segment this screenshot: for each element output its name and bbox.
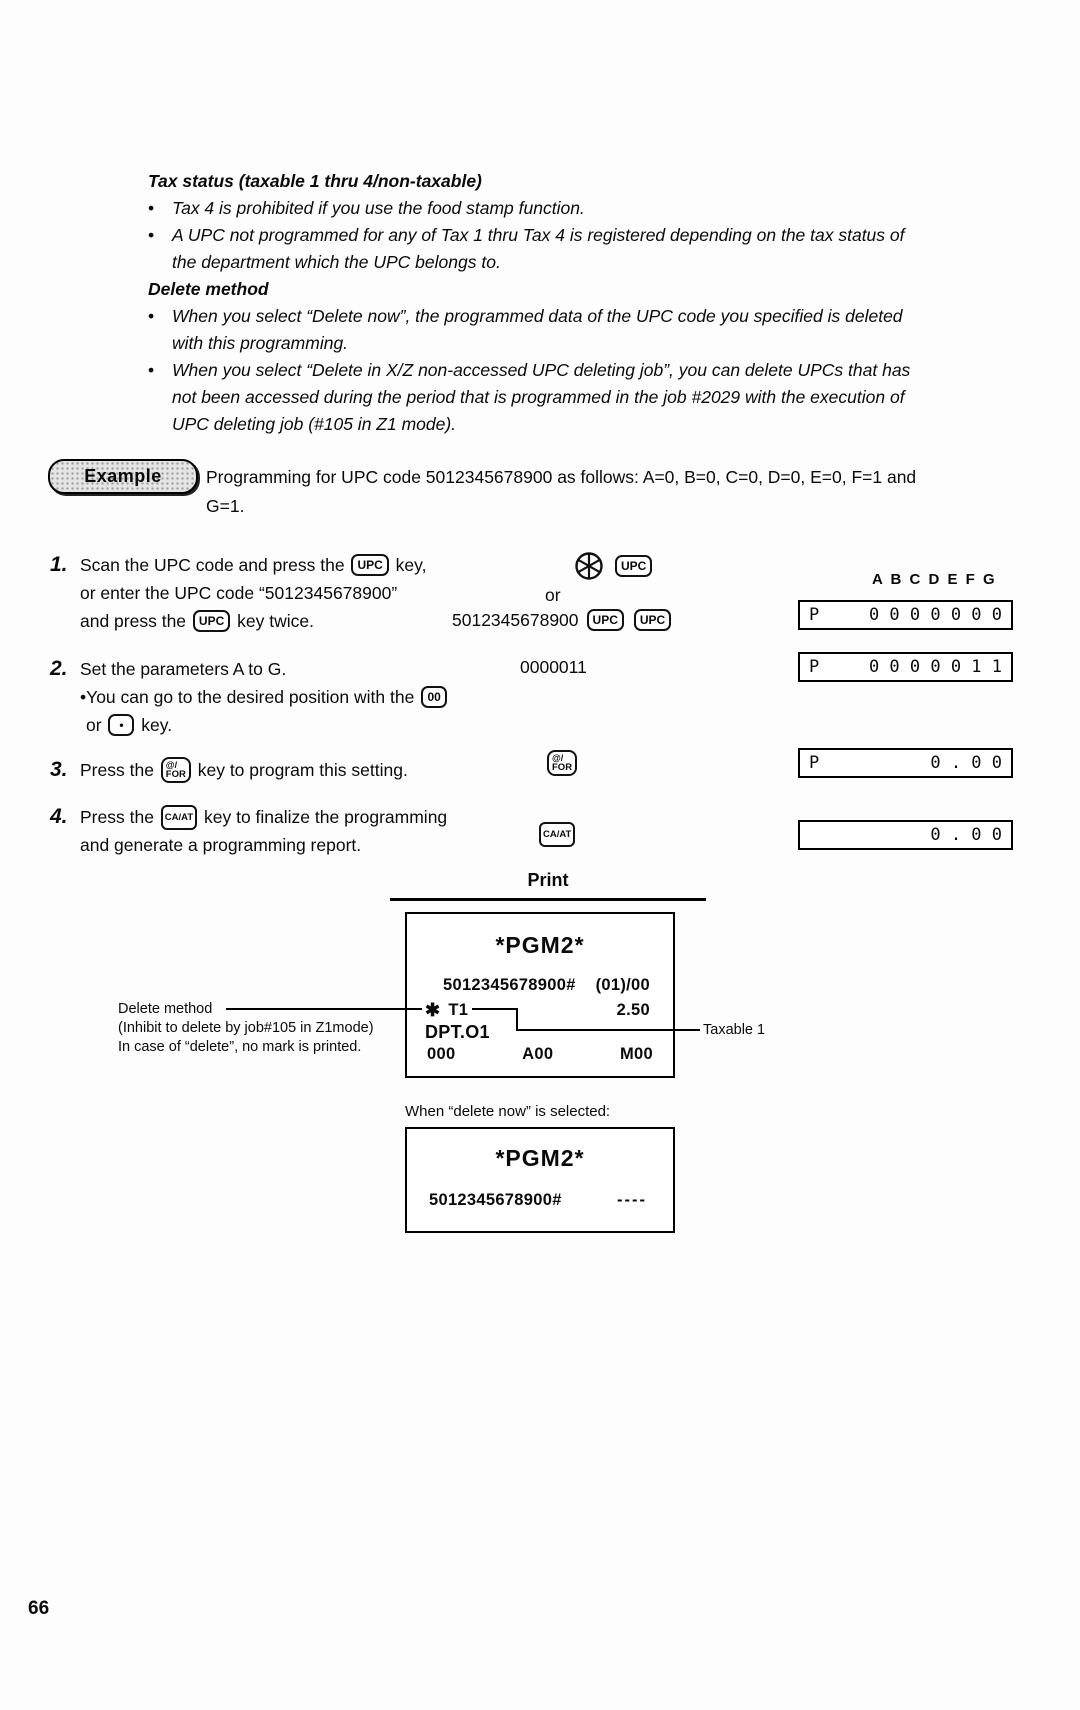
upc-key: UPC [615, 555, 652, 577]
page-number: 66 [28, 1598, 50, 1619]
decimal-point-key: • [108, 714, 134, 736]
receipt-code-line [407, 976, 673, 995]
at-for-key: @/ FOR [547, 750, 577, 776]
display-mode: P [809, 657, 820, 677]
step-1-or: or [545, 585, 561, 605]
taxable-1-label: Taxable 1 [703, 1022, 766, 1038]
note-line: UPC deleting job (#105 in Z1 mode). [172, 414, 457, 434]
step-3-number: 3. [50, 758, 68, 781]
upc-key: UPC [193, 610, 230, 632]
step-1-entry [452, 609, 673, 631]
step-2-number: 2. [50, 657, 68, 680]
upc-key: UPC [351, 554, 388, 576]
receipt-tax-line [407, 1000, 673, 1021]
bullet-icon: • [148, 225, 155, 245]
note-line: • When you select “Delete in X/Z non-accessed UPC deleting job”, you can delete UPCs that has [148, 357, 1018, 384]
step-4-key [537, 822, 577, 847]
note-line: • A UPC not programmed for any of Tax 1 thru Tax 4 is registered depending on the tax status of [148, 222, 1018, 249]
connector-line [472, 1008, 518, 1010]
example-line: Programming for UPC code 5012345678900 as follows: A=0, B=0, C=0, D=0, E=0, F=1 and [206, 467, 917, 487]
receipt-1 [405, 912, 675, 1078]
example-line: G=1. [206, 496, 245, 516]
tax-status-heading: Tax status (taxable 1 thru 4/non-taxable) [148, 171, 482, 191]
connector-line [226, 1008, 422, 1010]
ca-at-key: CA/AT [539, 822, 575, 847]
price-printed: 2.50 [616, 1001, 650, 1019]
step-4-text: Press the CA/AT key to finalize the programming and generate a programming report. [80, 803, 447, 859]
notes-section [148, 168, 1018, 438]
receipt-codes-line: 000 A00 M00 [427, 1045, 653, 1063]
department-printed: DPT.O1 [425, 1022, 490, 1042]
display-mode: P [809, 605, 820, 625]
print-heading: Print [390, 870, 706, 901]
note-line: • When you select “Delete now”, the programmed data of the UPC code you specified is deleted [148, 303, 1018, 330]
receipt-title: *PGM2* [495, 1145, 585, 1171]
bullet-icon: • [148, 198, 155, 218]
display-box-3 [798, 748, 1013, 778]
display-box-1 [798, 600, 1013, 630]
step-1-text: Scan the UPC code and press the UPC key, or enter the UPC code “5012345678900” and press the UPC key twice. [80, 555, 427, 631]
step-3-key [545, 750, 579, 776]
display-column-header: A B C D E F G [872, 571, 997, 588]
upc-code-printed: 5012345678900# [429, 1191, 562, 1209]
display-value: 0 0 0 0 0 0 0 [868, 605, 1002, 625]
example-text [206, 463, 966, 521]
upc-key: UPC [634, 609, 671, 631]
display-box-4 [798, 820, 1013, 850]
note-line: not been accessed during the period that is programmed in the job #2029 with the execution of [172, 387, 905, 407]
upc-key: UPC [587, 609, 624, 631]
step-2-entry: 0000011 [520, 657, 587, 677]
step-1-keys [574, 551, 654, 581]
delete-method-heading: Delete method [148, 279, 269, 299]
upc-code-printed: 5012345678900# [443, 976, 576, 994]
step-2-text: Set the parameters A to G. •You can go to the desired position with the 00 or • key. [80, 655, 449, 739]
receipt-title: *PGM2* [495, 932, 585, 958]
example-badge: Example [48, 459, 198, 494]
connector-line [516, 1008, 518, 1031]
when-delete-label: When “delete now” is selected: [405, 1103, 611, 1120]
annotation-delete-method: Delete method (Inhibit to delete by job#105 in Z1mode) In case of “delete”, no mark is printed. [118, 1001, 374, 1055]
step-4-number: 4. [50, 805, 68, 828]
bullet-icon: • [148, 306, 155, 326]
reference-printed: (01)/00 [595, 976, 650, 994]
receipt-dept-line [407, 1022, 673, 1043]
receipt-code-line [407, 1191, 673, 1210]
ca-at-key: CA/AT [161, 805, 197, 830]
double-zero-key: 00 [421, 686, 447, 708]
tax-mark-icon: ✱ [425, 1000, 441, 1020]
receipt-2 [405, 1127, 675, 1233]
step-1-number: 1. [50, 553, 68, 576]
deleted-marks: ---- [617, 1191, 647, 1209]
display-value: 0 0 0 0 0 1 1 [868, 657, 1002, 677]
scan-icon [574, 551, 604, 581]
tax-status-printed: T1 [448, 1001, 469, 1019]
connector-line [516, 1029, 700, 1031]
note-line: with this programming. [172, 333, 349, 353]
upc-code-value: 5012345678900 [452, 609, 579, 630]
display-box-2 [798, 652, 1013, 682]
at-for-key: @/ FOR [161, 757, 191, 783]
display-value: 0 . 0 0 [930, 825, 1002, 845]
note-line: the department which the UPC belongs to. [172, 252, 501, 272]
step-3-text: Press the @/ FOR key to program this setting. [80, 756, 408, 784]
note-line: • Tax 4 is prohibited if you use the food stamp function. [148, 195, 1018, 222]
display-value: 0 . 0 0 [930, 753, 1002, 773]
bullet-icon: • [148, 360, 155, 380]
display-mode: P [809, 753, 820, 773]
